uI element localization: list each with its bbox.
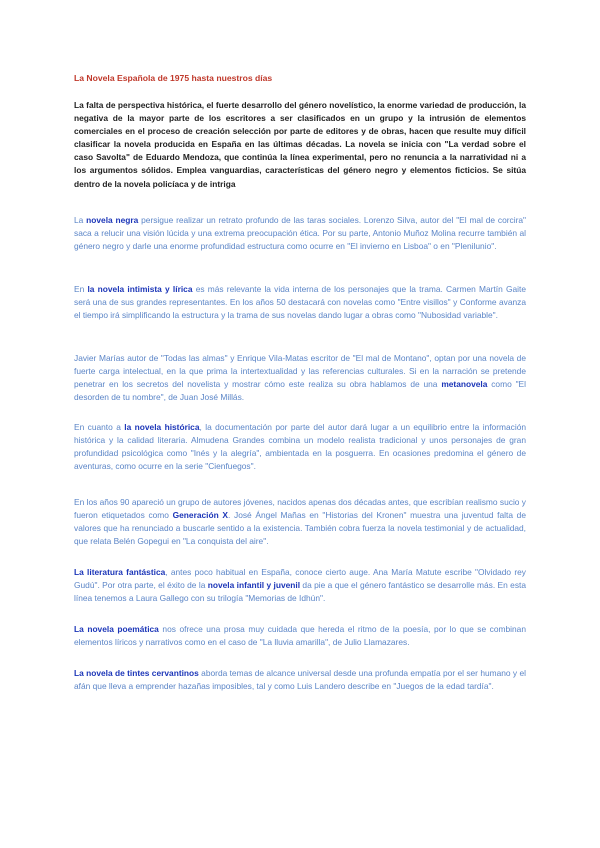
highlight-generacion-x: Generación X bbox=[172, 510, 228, 521]
highlight-novela-intimista: la novela intimista y lírica bbox=[87, 284, 193, 294]
paragraph-literatura-fantastica: La literatura fantástica, antes poco habitual en España, conoce cierto auge. Ana María Matute escribe "Olvidado rey Gudú". Por otra parte, el éxito de la novela infantil y juvenil da pie a que el género fantástico se desarrolle más. En esta línea tenemos a Laura Gallego con su trilogía "Memorias de Idhún". bbox=[74, 567, 526, 604]
highlight-literatura-fantastica: La literatura fantástica bbox=[74, 567, 166, 577]
highlight-novela-negra: novela negra bbox=[86, 215, 139, 225]
highlight-metanovela: metanovela bbox=[441, 379, 488, 390]
paragraph-novela-poematica: La novela poemática nos ofrece una prosa muy cuidada que hereda el ritmo de la poesía, por lo que se combinan elementos líricos y narrativos como en el caso de "La lluvia amarilla", de Julio Llamazares. bbox=[74, 624, 526, 648]
paragraph-novela-historica: En cuanto a la novela histórica, la documentación por parte del autor dará lugar a un equilibrio entre la información histórica y la calidad literaria. Almudena Grandes combina un modelo realista tradicional y unos personajes de gran profundidad psicológica como "Inés y la alegría", ambientada en la posguerra. En ocasiones predomina el género de aventuras, como ocurre en la serie "Cienfuegos". bbox=[74, 422, 527, 472]
paragraph-tintes-cervantinos: La novela de tintes cervantinos aborda temas de alcance universal desde una profunda empatía por el ser humano y el afán que lleva a emprender hazañas imposibles, tal y como Luis Landero describe en "Juegos de la edad tardía". bbox=[74, 668, 526, 692]
document-title: La Novela Española de 1975 hasta nuestros días bbox=[74, 73, 273, 83]
highlight-novela-historica: la novela histórica bbox=[124, 422, 200, 432]
paragraph-generacion-x: En los años 90 apareció un grupo de autores jóvenes, nacidos apenas dos décadas antes, que escribían realismo sucio y fueron etiquetados como Generación X. José Ángel Mañas en "Historias del Kronen" muestra una juventud falta de valores que ha renunciado a buscarle sentido a la existencia. También cobra fuerza la novela testimonial y de actualidad, que relata Belén Gopegui en "La conquista del aire". bbox=[74, 497, 526, 547]
highlight-novela-infantil-juvenil: novela infantil y juvenil bbox=[207, 580, 301, 591]
intro-paragraph: La falta de perspectiva histórica, el fuerte desarrollo del género novelístico, la enorme variedad de producción, la negativa de la mayor parte de los escritores a ser clasificados en un grupo y la intrusión de elementos comerciales en el proceso de creación selección por parte de editores y de obras, hacen que resulte muy difícil clasificar la novela producida en España en las últimas décadas. La novela se inicia con "La verdad sobre el caso Savolta" de Eduardo Mendoza, que continúa la línea experimental, pero no renuncia a la narratividad ni a los argumentos sólidos. Emplea vanguardias, características del género negro y elementos ficticios. Se sitúa dentro de la novela policíaca y de intriga bbox=[74, 100, 526, 189]
highlight-novela-poematica: La novela poemática bbox=[74, 624, 159, 634]
paragraph-novela-negra: La novela negra persigue realizar un retrato profundo de las taras sociales. Lorenzo Silva, autor del "El mal de corcira" saca a relucir una visión lúcida y una extrema preocupación ética. Por su parte, Antonio Muñoz Molina recurre también al género negro y darle una enorme profundidad estructura como ocurre en "El invierno en Lisboa" o en "Plenilunio". bbox=[74, 215, 526, 252]
paragraph-novela-intimista: En la novela intimista y lírica es más relevante la vida interna de los personajes que la trama. Carmen Martín Gaite será una de sus grandes representantes. En los años 50 destacará con novelas como "Entre visillos" y Conforme avanza el tiempo irá simplificando la estructura y la trama de sus novelas dando lugar a obras como "Nubosidad variable". bbox=[74, 284, 526, 321]
highlight-tintes-cervantinos: La novela de tintes cervantinos bbox=[74, 668, 199, 678]
paragraph-metanovela: Javier Marías autor de "Todas las almas" y Enrique Vila-Matas escritor de "El mal de Montano", optan por una novela de fuerte carga intelectual, en la que prima la intertextualidad y las referencias culturales. Si en la narración se pretende penetrar en los secretos del novelista y mostrar cómo este realiza su obra hablamos de una metanovela como "El desorden de tu nombre", de Juan José Millás. bbox=[74, 353, 526, 403]
